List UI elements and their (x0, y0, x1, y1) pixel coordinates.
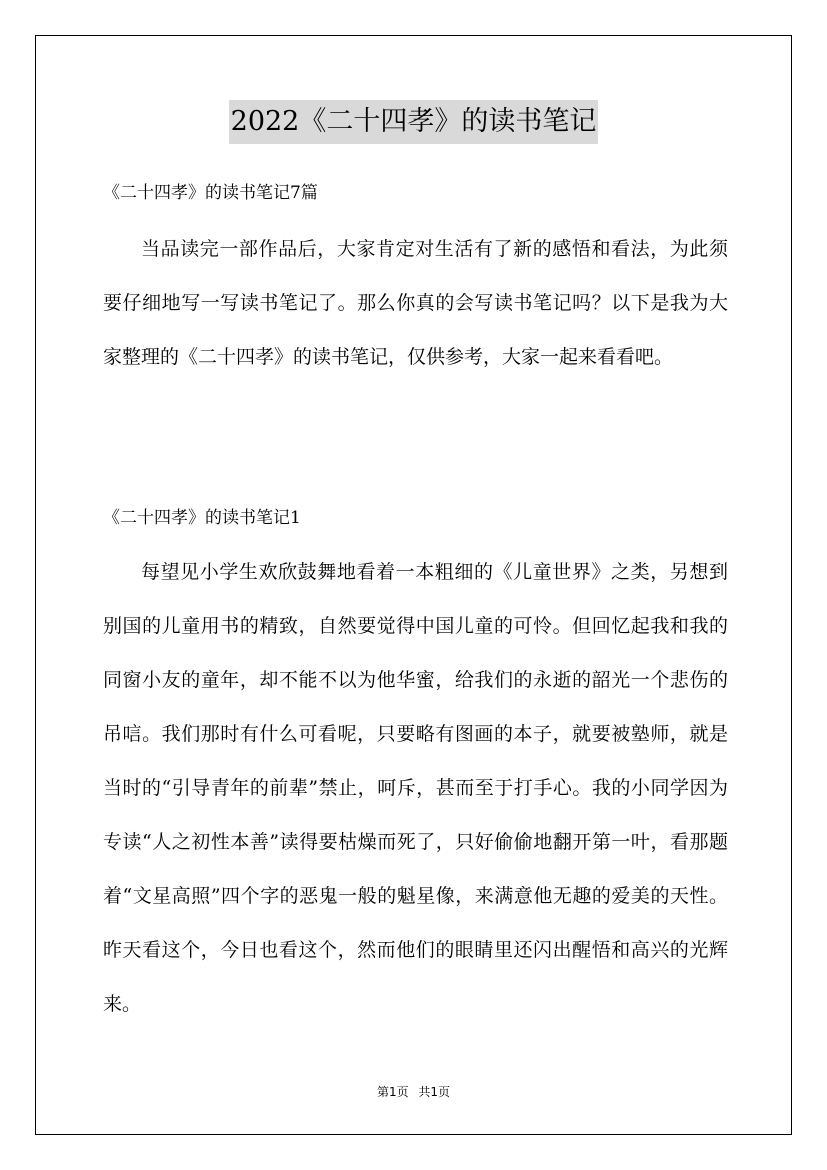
intro-paragraph: 当品读完一部作品后，大家肯定对生活有了新的感悟和看法，为此须要仔细地写一写读书笔记了。那么你真的会写读书笔记吗？以下是我为大家整理的《二十四孝》的读书笔记，仅供参考，大家一起来看看吧。 (103, 238, 728, 368)
page-total: 共1页 (418, 1085, 451, 1099)
section1-paragraph: 每望见小学生欢欣鼓舞地看着一本粗细的《儿童世界》之类，另想到别国的儿童用书的精致，自然要觉得中国儿童的可怜。但回忆起我和我的同窗小友的童年，却不能不以为他华蜜，给我们的永逝的韶光一个悲伤的吊唁。我们那时有什么可看呢，只要略有图画的本子，就要被塾师，就是当时的“引导青年的前辈”禁止，呵斥，甚而至于打手心。我的小同学因为专读“人之初性本善”读得要枯燥而死了，只好偷偷地翻开第一叶，看那题着“文星高照”四个字的恶鬼一般的魁星像，来满意他无趣的爱美的天性。昨天看这个，今日也看这个，然而他们的眼睛里还闪出醒悟和高兴的光辉来。 (103, 561, 728, 1015)
intro-heading: 《二十四孝》的读书笔记7篇 (103, 183, 318, 203)
page-footer (0, 1083, 827, 1100)
page-number: 第1页 (376, 1085, 409, 1099)
title-container (0, 100, 827, 144)
document-title: 2022《二十四孝》的读书笔记 (229, 100, 599, 144)
section1-heading: 《二十四孝》的读书笔记1 (103, 508, 301, 528)
